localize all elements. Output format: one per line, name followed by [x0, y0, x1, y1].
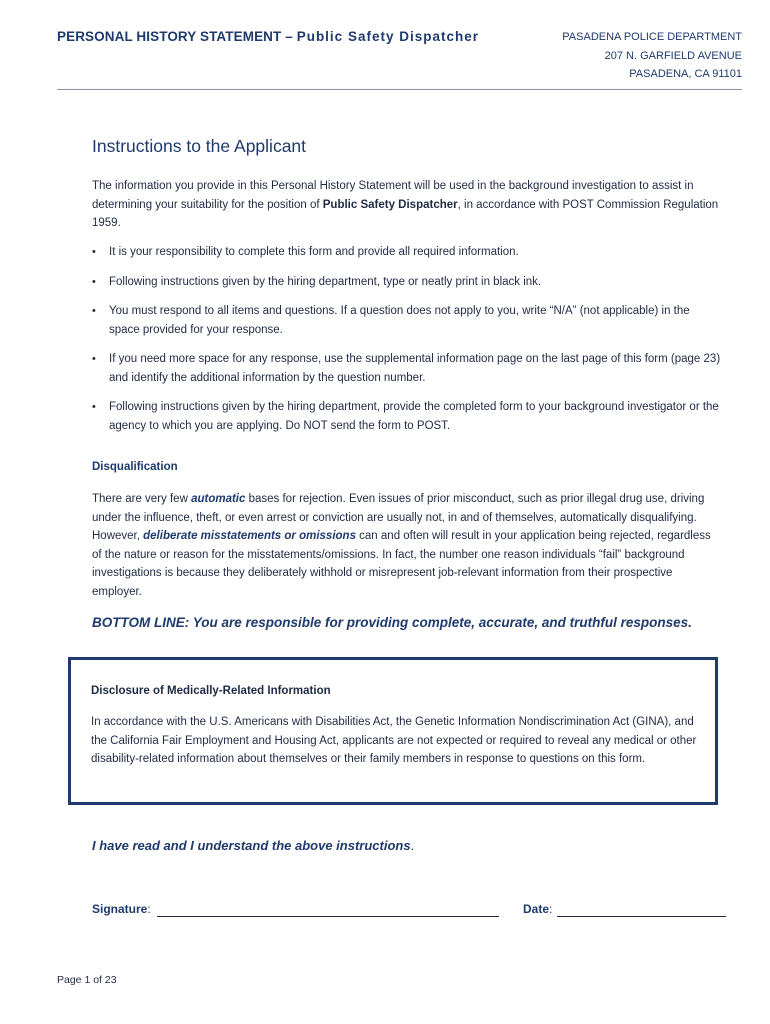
bottom-line-statement — [92, 615, 692, 630]
signature-label — [92, 902, 151, 916]
acknowledgement-text: I have read and I understand the above instructions — [92, 838, 411, 853]
instruction-item: • It is your responsibility to complete this form and provide all required information. — [92, 243, 722, 262]
document-title-main: PERSONAL HISTORY STATEMENT – — [57, 29, 297, 44]
disclosure-heading: Disclosure of Medically-Related Information — [91, 685, 331, 697]
intro-paragraph — [92, 177, 722, 233]
agency-city: PASADENA, CA 91101 — [629, 68, 742, 80]
date-line[interactable] — [557, 916, 726, 917]
date-colon: : — [549, 902, 553, 916]
section-heading: Instructions to the Applicant — [92, 136, 307, 156]
disqualification-paragraph — [92, 490, 722, 601]
signature-line[interactable] — [157, 916, 499, 917]
intro-position-name: Public Safety Dispatcher — [322, 198, 458, 211]
intro-text-end: , in accordance with POST Commission Regulation 1959. — [92, 198, 719, 229]
disqualification-text: There are very few — [92, 493, 192, 505]
acknowledgement-period: . — [410, 838, 415, 853]
document-title — [57, 29, 479, 44]
disqualification-emphasis: automatic — [191, 493, 246, 505]
bottom-line-text: : You are responsible for providing complete, accurate, and truthful responses. — [184, 615, 692, 630]
bottom-line-label: BOTTOM LINE — [92, 615, 185, 630]
signature-label-text: Signature — [92, 902, 148, 916]
agency-name: PASADENA POLICE DEPARTMENT — [562, 31, 742, 43]
signature-colon: : — [147, 902, 151, 916]
date-label-text: Date — [523, 902, 550, 916]
disclosure-text: In accordance with the U.S. Americans with Disabilities Act, the Genetic Information Nondiscrimination Act (GINA), and the California Fair Employment and Housing Act, applicants are not expected or required to reveal any medical or other disability-related information about themselves or their family members in response to questions on this form. — [91, 716, 697, 765]
agency-street: 207 N. GARFIELD AVENUE — [604, 50, 742, 62]
instruction-item: • You must respond to all items and questions. If a question does not apply to you, write “N/A” (not applicable) in the space provided for your response. — [92, 302, 722, 339]
document-title-position: Public Safety Dispatcher — [296, 29, 479, 44]
page-number: Page 1 of 23 — [57, 974, 117, 986]
intro-text-start: The information you provide in this Personal History Statement will be used in the background investigation to assist in determining your suitability for the position of — [92, 180, 694, 211]
disqualification-heading: Disqualification — [92, 461, 178, 473]
disqualification-text: can and often will result in your application being rejected, regardless of the nature or reason for the misstatements/omissions. In fact, the number one reason individuals “fail” background investigations is because they deliberately withhold or misrepresent job-relevant information from their prospective employer. — [92, 530, 711, 598]
disqualification-emphasis: deliberate misstatements or omissions — [143, 530, 356, 542]
header-divider — [57, 89, 742, 90]
date-label — [523, 902, 552, 916]
disclosure-box — [68, 657, 718, 805]
disqualification-text: bases for rejection. Even issues of prior misconduct, such as prior illegal drug use, driving under the influence, theft, or even arrest or conviction are usually not, in and of themselves, automatically disqualifying. However, — [92, 493, 705, 542]
instruction-item: • Following instructions given by the hiring department, type or neatly print in black ink. — [92, 273, 722, 292]
instruction-item: • Following instructions given by the hiring department, provide the completed form to your background investigator or the agency to which you are applying. Do NOT send the form to POST. — [92, 398, 722, 435]
instruction-list — [92, 243, 722, 446]
acknowledgement-statement — [92, 838, 414, 853]
instruction-item: • If you need more space for any response, use the supplemental information page on the last page of this form (page 23) and identify the additional information by the question number. — [92, 350, 722, 387]
